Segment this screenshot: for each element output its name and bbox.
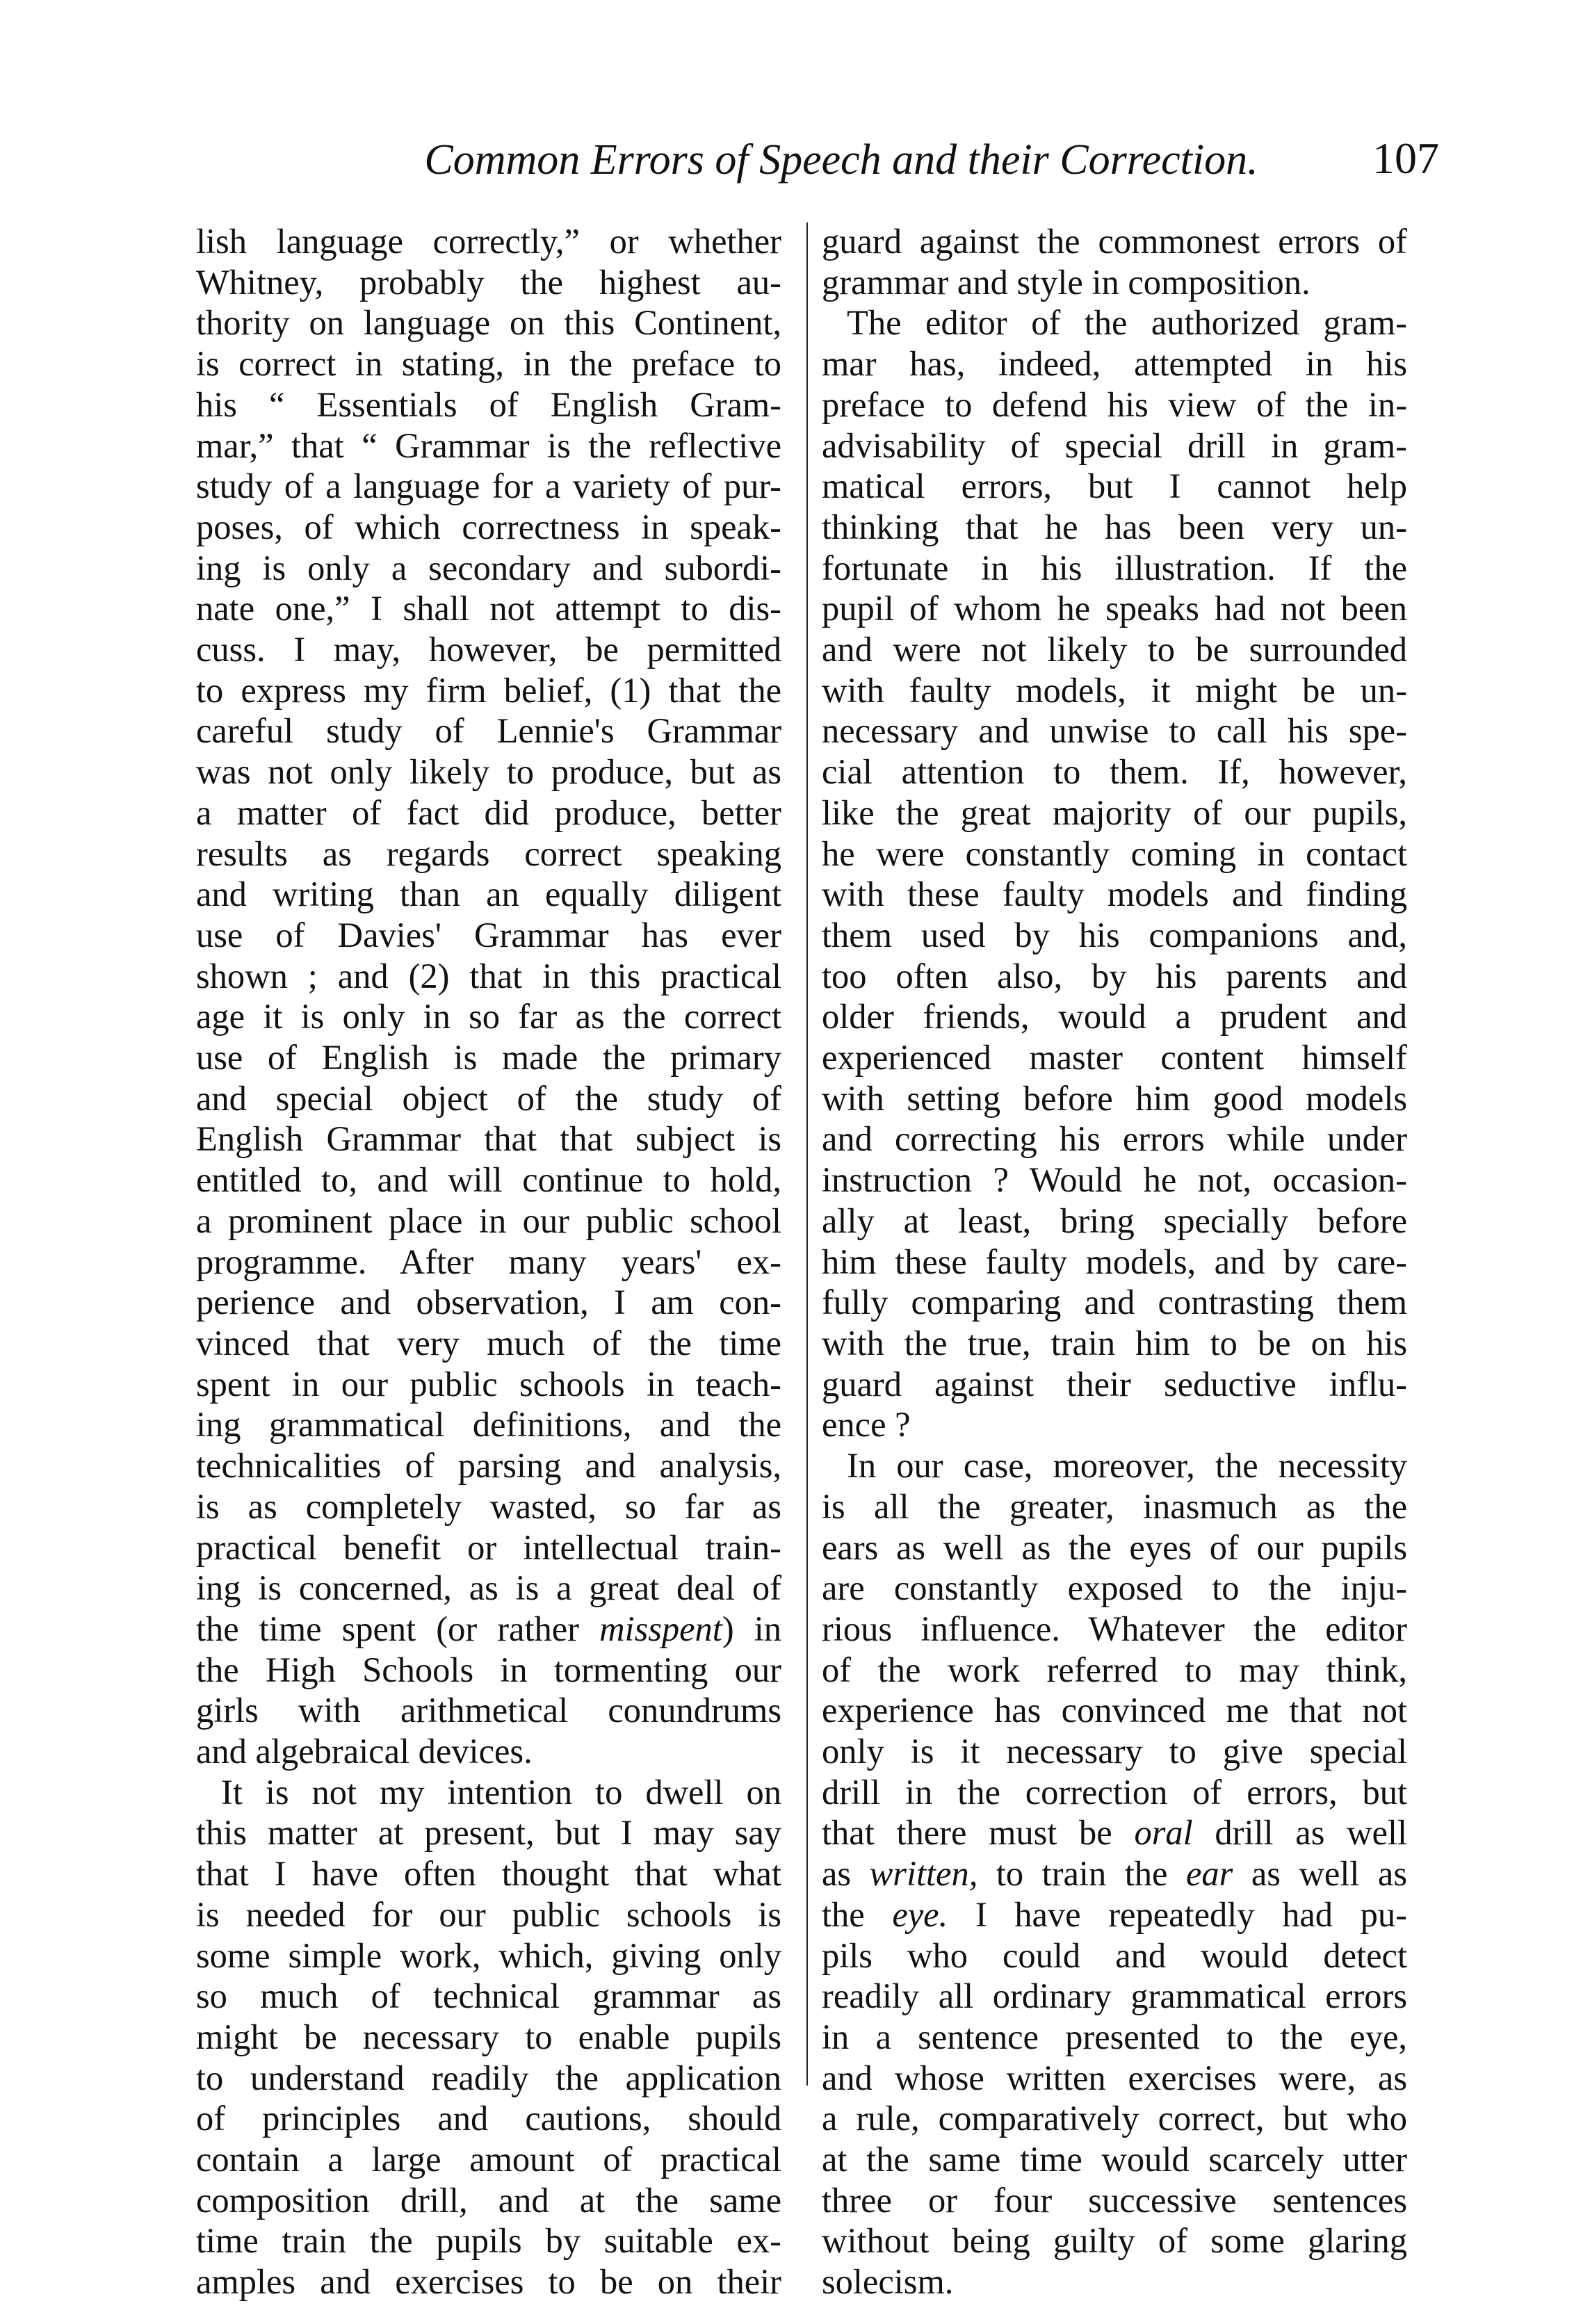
text-line: vinced that very much of the time xyxy=(196,1323,781,1363)
text-line: like the great majority of our pupils, xyxy=(822,793,1407,832)
text-line: use of English is made the primary xyxy=(196,1038,781,1078)
text-line: was not only likely to produce, but as xyxy=(196,752,781,792)
text-line: to express my firm belief, (1) that the xyxy=(196,670,781,710)
text-line: spent in our public schools in teach- xyxy=(196,1364,781,1404)
text-segment: I have repeatedly had pu- xyxy=(975,1894,1407,1934)
text-line: entitled to, and will continue to hold, xyxy=(196,1160,781,1200)
text-line xyxy=(822,1853,1407,1894)
text-line: amples and exercises to be on their xyxy=(196,2262,781,2302)
text-line: drill in the correction of errors, but xyxy=(822,1772,1407,1812)
text-line: to understand readily the application xyxy=(196,2058,781,2097)
text-line: so much of technical grammar as xyxy=(196,1976,781,2016)
text-line: age it is only in so far as the correct xyxy=(196,997,781,1037)
text-line: experienced master content himself xyxy=(822,1038,1407,1078)
text-line: lish language correctly,” or whether xyxy=(196,222,781,261)
running-title: Common Errors of Speech and their Correction. xyxy=(424,136,1258,184)
text-line: that I have often thought that what xyxy=(196,1854,781,1894)
text-line: practical benefit or intellectual train- xyxy=(196,1527,781,1567)
text-line: and algebraical devices. xyxy=(196,1732,533,1771)
text-line: Whitney, probably the highest au- xyxy=(196,262,781,302)
text-line: and whose written exercises were, as xyxy=(822,2058,1407,2097)
text-line: in a sentence presented to the eye, xyxy=(822,2017,1407,2056)
text-line: him these faulty models, and by care- xyxy=(822,1242,1407,1281)
text-line: is as completely wasted, so far as xyxy=(196,1486,781,1526)
text-segment: ) in xyxy=(722,1609,781,1648)
text-line: contain a large amount of practical xyxy=(196,2140,781,2179)
text-segment: as well as xyxy=(1251,1854,1407,1894)
text-line xyxy=(196,1609,781,1650)
italic-word: eye. xyxy=(892,1894,948,1934)
text-line: pils who could and would detect xyxy=(822,1935,1407,1975)
text-line: necessary and unwise to call his spe- xyxy=(822,711,1407,751)
text-line: is needed for our public schools is xyxy=(196,1894,781,1934)
text-line: It is not my intention to dwell on xyxy=(221,1772,781,1812)
text-line: ing is only a secondary and subordi- xyxy=(196,548,781,587)
text-line: this matter at present, but I may say xyxy=(196,1813,781,1853)
text-line: and correcting his errors while under xyxy=(822,1119,1407,1159)
text-line: only is it necessary to give special xyxy=(822,1732,1407,1771)
italic-word: oral xyxy=(1134,1813,1193,1853)
text-line: girls with arithmetical conundrums xyxy=(196,1691,781,1730)
text-line: he were constantly coming in contact xyxy=(822,834,1407,873)
italic-word: written, xyxy=(869,1854,978,1894)
text-line: rious influence. Whatever the editor xyxy=(822,1609,1407,1648)
text-line: with the true, train him to be on his xyxy=(822,1323,1407,1363)
text-line: matical errors, but I cannot help xyxy=(822,466,1407,506)
page-number: 107 xyxy=(1372,133,1439,183)
text-line: shown ; and (2) that in this practical xyxy=(196,956,781,996)
text-line: some simple work, which, giving only xyxy=(196,1935,781,1975)
text-line: mar has, indeed, attempted in his xyxy=(822,344,1407,384)
text-line: The editor of the authorized gram- xyxy=(847,303,1407,343)
text-line: the High Schools in tormenting our xyxy=(196,1650,781,1689)
text-line: mar,” that “ Grammar is the reflective xyxy=(196,425,781,465)
text-segment: the time spent (or rather xyxy=(196,1609,579,1648)
text-line: perience and observation, I am con- xyxy=(196,1283,781,1322)
text-line: and writing than an equally diligent xyxy=(196,875,781,914)
text-line: results as regards correct speaking xyxy=(196,834,781,873)
text-line: them used by his companions and, xyxy=(822,915,1407,954)
text-segment: to train the xyxy=(996,1854,1168,1894)
text-line: a prominent place in our public school xyxy=(196,1201,781,1240)
text-line: thority on language on this Continent, xyxy=(196,303,781,343)
text-line: guard against their seductive influ- xyxy=(822,1364,1407,1404)
text-segment: drill as well xyxy=(1215,1813,1408,1853)
text-line: preface to defend his view of the in- xyxy=(822,384,1407,424)
text-line: ing grammatical definitions, and the xyxy=(196,1405,781,1445)
text-line: solecism. xyxy=(822,2262,954,2302)
text-line: technicalities of parsing and analysis, xyxy=(196,1446,781,1486)
text-segment: the xyxy=(822,1894,865,1934)
text-line: cial attention to them. If, however, xyxy=(822,752,1407,792)
text-line: a rule, comparatively correct, but who xyxy=(822,2099,1407,2138)
text-line: grammar and style in composition. xyxy=(822,262,1311,302)
text-line: instruction ? Would he not, occasion- xyxy=(822,1160,1407,1200)
text-line: In our case, moreover, the necessity xyxy=(847,1446,1407,1486)
text-line: ing is concerned, as is a great deal of xyxy=(196,1568,781,1608)
right-column xyxy=(822,221,1407,2302)
text-line xyxy=(822,1812,1407,1853)
text-line: guard against the commonest errors of xyxy=(822,222,1407,261)
text-line: older friends, would a prudent and xyxy=(822,997,1407,1037)
text-line: English Grammar that that subject is xyxy=(196,1119,781,1159)
text-line: poses, of which correctness in speak- xyxy=(196,507,781,546)
text-line: with setting before him good models xyxy=(822,1078,1407,1118)
italic-word: misspent xyxy=(599,1609,722,1648)
text-line: at the same time would scarcely utter xyxy=(822,2140,1407,2179)
text-line: ally at least, bring specially before xyxy=(822,1201,1407,1240)
text-line: careful study of Lennie's Grammar xyxy=(196,711,781,751)
text-line: without being guilty of some glaring xyxy=(822,2221,1407,2261)
text-line: and were not likely to be surrounded xyxy=(822,630,1407,669)
text-line: fully comparing and contrasting them xyxy=(822,1283,1407,1322)
text-line: are constantly exposed to the inju- xyxy=(822,1568,1407,1608)
text-line: with these faulty models and finding xyxy=(822,875,1407,914)
text-line: fortunate in his illustration. If the xyxy=(822,548,1407,587)
text-line: of the work referred to may think, xyxy=(822,1650,1407,1689)
text-line: experience has convinced me that not xyxy=(822,1691,1407,1730)
text-line: time train the pupils by suitable ex- xyxy=(196,2221,781,2261)
text-line: pupil of whom he speaks had not been xyxy=(822,589,1407,628)
text-line: ears as well as the eyes of our pupils xyxy=(822,1527,1407,1567)
text-line: with faulty models, it might be un- xyxy=(822,670,1407,710)
text-line: use of Davies' Grammar has ever xyxy=(196,915,781,954)
text-line: a matter of fact did produce, better xyxy=(196,793,781,832)
text-segment: that there must be xyxy=(822,1813,1112,1853)
text-line: advisability of special drill in gram- xyxy=(822,425,1407,465)
text-line: thinking that he has been very un- xyxy=(822,507,1407,546)
text-line: nate one,” I shall not attempt to dis- xyxy=(196,589,781,628)
text-line: of principles and cautions, should xyxy=(196,2099,781,2138)
text-segment: as xyxy=(822,1854,852,1894)
text-line: cuss. I may, however, be permitted xyxy=(196,630,781,669)
text-line: three or four successive sentences xyxy=(822,2180,1407,2220)
text-line: study of a language for a variety of pur- xyxy=(196,466,781,506)
text-line: composition drill, and at the same xyxy=(196,2180,781,2220)
text-line: his “ Essentials of English Gram- xyxy=(196,384,781,424)
column-divider xyxy=(806,222,808,2086)
text-line: is all the greater, inasmuch as the xyxy=(822,1486,1407,1526)
text-line: programme. After many years' ex- xyxy=(196,1242,781,1281)
text-line: is correct in stating, in the preface to xyxy=(196,344,781,384)
text-line xyxy=(822,1894,1407,1935)
text-line: and special object of the study of xyxy=(196,1078,781,1118)
text-line: ence ? xyxy=(822,1405,911,1445)
italic-word: ear xyxy=(1185,1854,1233,1894)
left-column xyxy=(196,221,781,2302)
text-line: might be necessary to enable pupils xyxy=(196,2017,781,2056)
text-line: readily all ordinary grammatical errors xyxy=(822,1976,1407,2016)
text-line: too often also, by his parents and xyxy=(822,956,1407,996)
